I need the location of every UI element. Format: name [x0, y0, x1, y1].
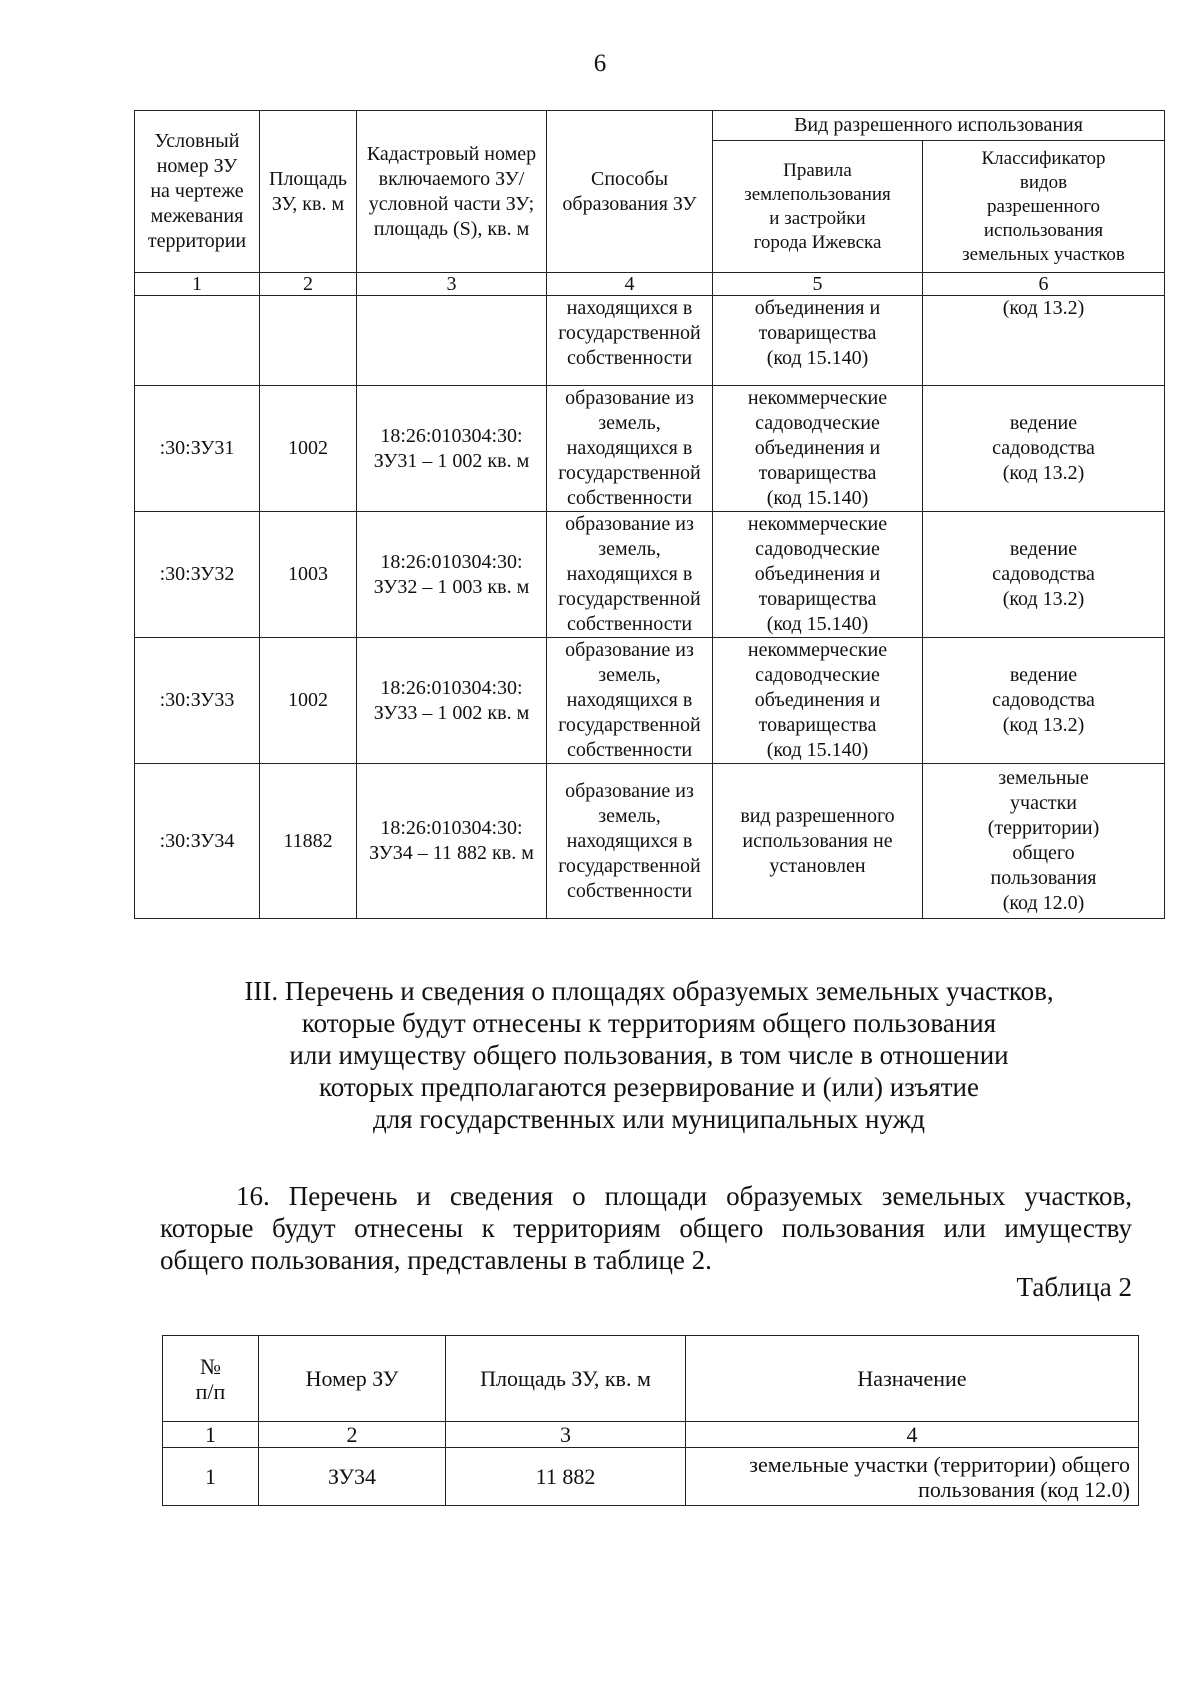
plot-area [260, 296, 357, 386]
common-use-plots-table [162, 1335, 1139, 1506]
table-row [135, 638, 1165, 764]
table-row [135, 386, 1165, 512]
land-use-rule: некоммерческие садоводческие объединения и товарищества (код 15.140) [713, 386, 923, 512]
column-number: 1 [163, 1422, 259, 1448]
cadastral-number: 18:26:010304:30: ЗУ33 – 1 002 кв. м [357, 638, 547, 764]
header-purpose: Назначение [686, 1336, 1139, 1422]
header-permitted-use: Вид разрешенного использования [713, 111, 1165, 141]
header-land-use-rules: Правила землепользования и застройки города Ижевска [713, 141, 923, 273]
formation-method: находящихся в государственной собственности [547, 296, 713, 386]
cadastral-number: 18:26:010304:30: ЗУ31 – 1 002 кв. м [357, 386, 547, 512]
header-classifier: Классификатор видов разрешенного использования земельных участков [923, 141, 1165, 273]
section-heading-line: для государственных или муниципальных нужд [372, 1104, 926, 1134]
table-row [135, 764, 1165, 919]
use-classifier: земельные участки (территории) общего пользования (код 12.0) [923, 764, 1165, 919]
header-area: Площадь ЗУ, кв. м [260, 111, 357, 273]
table-row [163, 1448, 1139, 1506]
section-heading-line: которые будут отнесены к территориям общего пользования [301, 1008, 997, 1038]
section-heading [134, 975, 1164, 1135]
plot-area: 1002 [260, 638, 357, 764]
plot-number: :30:ЗУ32 [135, 512, 260, 638]
land-use-rule: объединения и товарищества (код 15.140) [713, 296, 923, 386]
formation-method: образование из земель, находящихся в государственной собственности [547, 512, 713, 638]
use-classifier: ведение садоводства (код 13.2) [923, 638, 1165, 764]
section-heading-line: которых предполагаются резервирование и (или) изъятие [319, 1072, 979, 1102]
land-use-rule: некоммерческие садоводческие объединения и товарищества (код 15.140) [713, 512, 923, 638]
land-use-rule: некоммерческие садоводческие объединения и товарищества (код 15.140) [713, 638, 923, 764]
column-number: 2 [259, 1422, 446, 1448]
header-formation-methods: Способы образования ЗУ [547, 111, 713, 273]
plot-area: 11882 [260, 764, 357, 919]
column-number: 3 [446, 1422, 686, 1448]
column-number: 4 [686, 1422, 1139, 1448]
formation-method: образование из земель, находящихся в государственной собственности [547, 638, 713, 764]
cadastral-number: 18:26:010304:30: ЗУ34 – 11 882 кв. м [357, 764, 547, 919]
plot-purpose: земельные участки (территории) общего пользования (код 12.0) [686, 1448, 1139, 1506]
plot-number: ЗУ34 [259, 1448, 446, 1506]
plot-number [135, 296, 260, 386]
column-number: 6 [923, 273, 1165, 296]
column-number: 3 [357, 273, 547, 296]
column-numbers-row [163, 1422, 1139, 1448]
header-plot-area: Площадь ЗУ, кв. м [446, 1336, 686, 1422]
cadastral-number [357, 296, 547, 386]
plot-area: 11 882 [446, 1448, 686, 1506]
table-caption: Таблица 2 [1016, 1272, 1132, 1302]
paragraph-16 [160, 1180, 1132, 1276]
header-row-number: № п/п [163, 1336, 259, 1422]
land-plots-table [134, 110, 1165, 919]
table-row [135, 512, 1165, 638]
plot-area: 1003 [260, 512, 357, 638]
use-classifier: ведение садоводства (код 13.2) [923, 386, 1165, 512]
plot-number: :30:ЗУ34 [135, 764, 260, 919]
column-numbers-row [135, 273, 1165, 296]
plot-number: :30:ЗУ33 [135, 638, 260, 764]
use-classifier: ведение садоводства (код 13.2) [923, 512, 1165, 638]
table-row [135, 296, 1165, 386]
section-heading-line: III. Перечень и сведения о площадях образуемых земельных участков, [244, 976, 1054, 1006]
page-number: 6 [593, 50, 607, 77]
plot-number: :30:ЗУ31 [135, 386, 260, 512]
formation-method: образование из земель, находящихся в государственной собственности [547, 386, 713, 512]
header-plot-number: Условный номер ЗУ на чертеже межевания территории [135, 111, 260, 273]
column-number: 5 [713, 273, 923, 296]
row-number: 1 [163, 1448, 259, 1506]
formation-method: образование из земель, находящихся в государственной собственности [547, 764, 713, 919]
land-use-rule: вид разрешенного использования не установлен [713, 764, 923, 919]
paragraph-line: общего пользования, представлены в таблице 2. [160, 1245, 712, 1275]
plot-area: 1002 [260, 386, 357, 512]
header-cadastral-number: Кадастровый номер включаемого ЗУ/ условной части ЗУ; площадь (S), кв. м [357, 111, 547, 273]
use-classifier: (код 13.2) [923, 296, 1165, 386]
column-number: 2 [260, 273, 357, 296]
paragraph-line: 16. Перечень и сведения о площади образуемых земельных участков, [236, 1181, 1132, 1211]
section-heading-line: или имуществу общего пользования, в том числе в отношении [289, 1040, 1009, 1070]
cadastral-number: 18:26:010304:30: ЗУ32 – 1 003 кв. м [357, 512, 547, 638]
column-number: 1 [135, 273, 260, 296]
header-plot-number: Номер ЗУ [259, 1336, 446, 1422]
paragraph-line: которые будут отнесены к территориям общего пользования или имуществу [160, 1213, 1132, 1243]
column-number: 4 [547, 273, 713, 296]
